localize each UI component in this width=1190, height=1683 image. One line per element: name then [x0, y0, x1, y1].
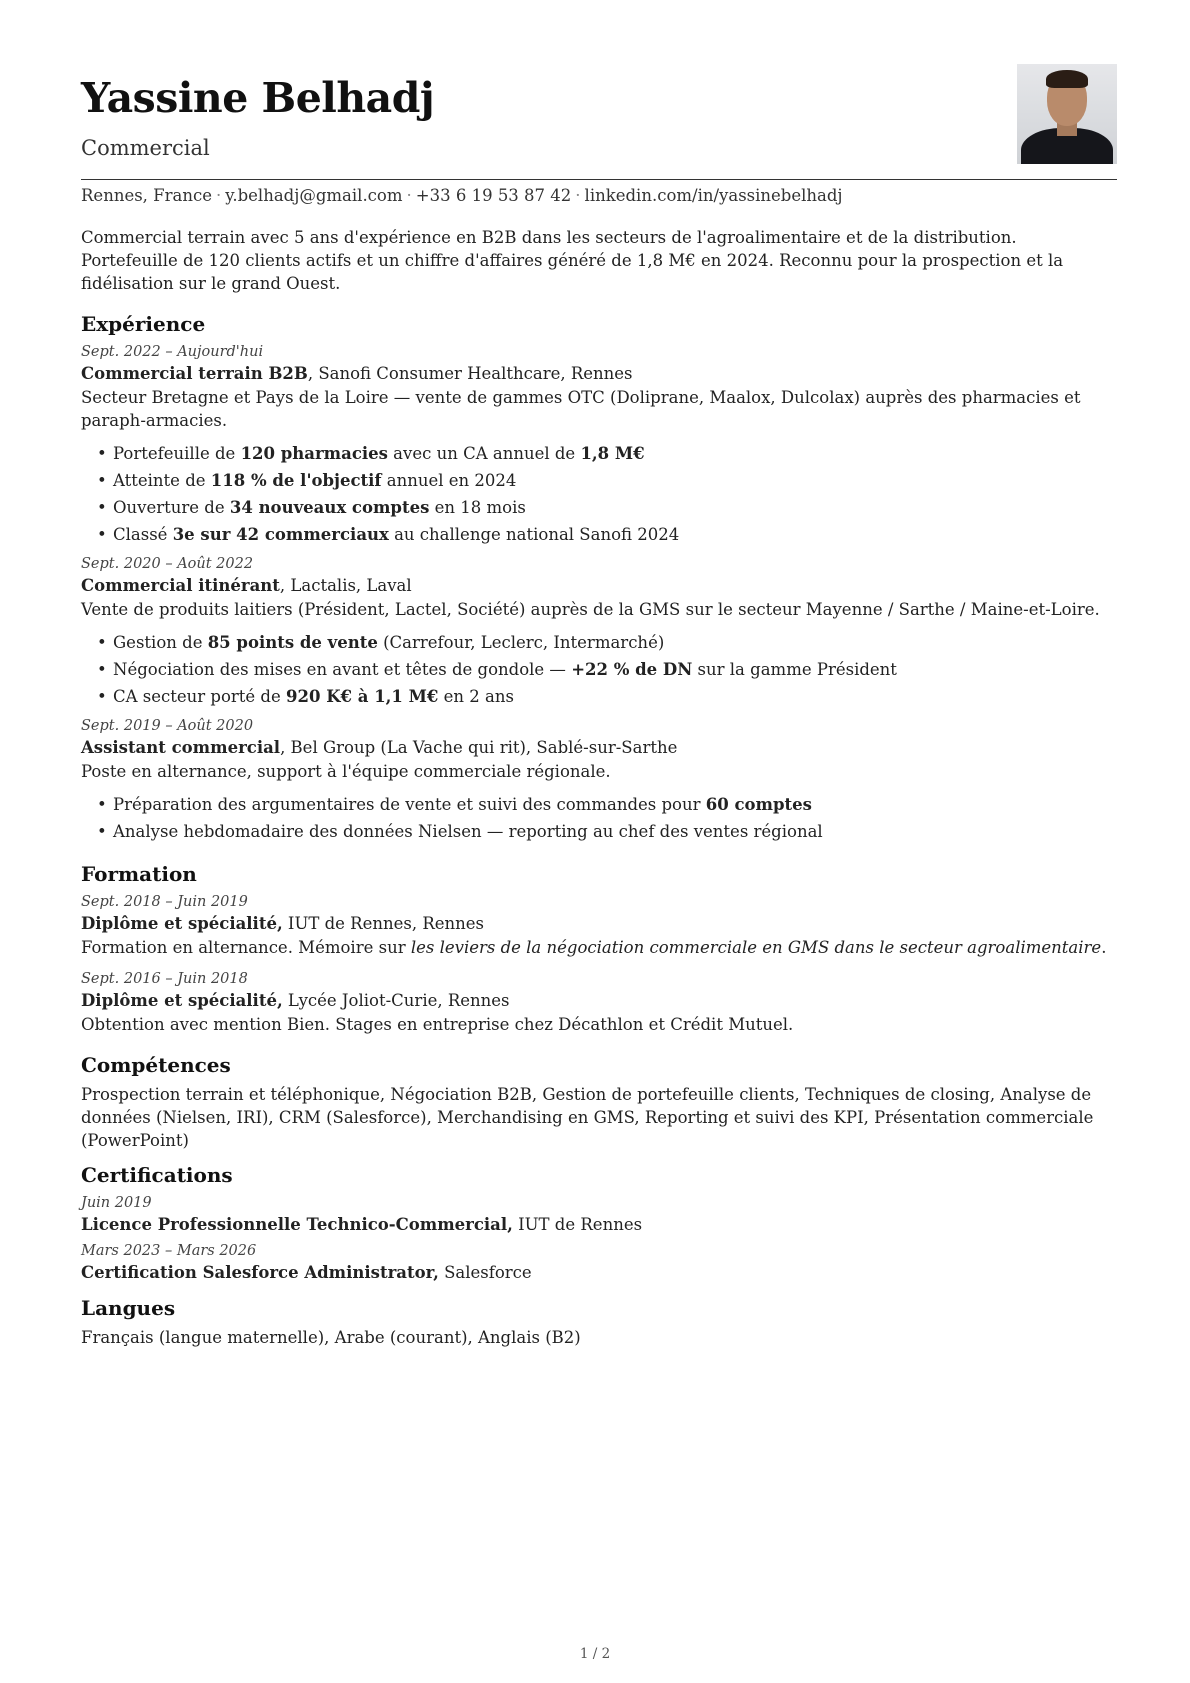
certification-item	[81, 1193, 1117, 1237]
section-heading-certifications: Certifications	[81, 1163, 233, 1187]
resume-header	[81, 0, 1117, 205]
bullet-item: • Atteinte de 118 % de l'objectif annuel en 2024	[113, 467, 1117, 494]
bullet-item: • CA secteur porté de 920 K€ à 1,1 M€ en 2 ans	[113, 683, 1117, 710]
experience-title: Commercial terrain B2B	[81, 364, 308, 383]
experience-company: , Sanofi Consumer Healthcare, Rennes	[307, 364, 633, 383]
certification-date: Mars 2023 – Mars 2026	[81, 1243, 257, 1259]
education-title: Diplôme et spécialité,	[81, 914, 283, 933]
experience-bullets	[81, 629, 1117, 710]
experience-company: , Lactalis, Laval	[279, 576, 412, 595]
experience-date: Sept. 2020 – Août 2022	[81, 556, 254, 572]
experience-company: , Bel Group (La Vache qui rit), Sablé-sur-Sarthe	[280, 738, 678, 757]
education-item	[81, 892, 1117, 959]
education-title: Diplôme et spécialité,	[81, 991, 283, 1010]
bullet-item: • Portefeuille de 120 pharmacies avec un CA annuel de 1,8 M€	[113, 440, 1117, 467]
contact-separator: ·	[215, 186, 222, 205]
education-date: Sept. 2016 – Juin 2018	[81, 971, 248, 987]
bullet-item: • Ouverture de 34 nouveaux comptes en 18 mois	[113, 494, 1117, 521]
header-divider	[81, 179, 1117, 180]
resume-page	[81, 0, 1117, 1347]
bullet-item: • Négociation des mises en avant et têtes de gondole — +22 % de DN sur la gamme Président	[113, 656, 1117, 683]
education-item	[81, 969, 1117, 1036]
experience-description: Poste en alternance, support à l'équipe commerciale régionale.	[81, 762, 611, 781]
section-heading-experience: Expérience	[81, 312, 206, 336]
skills-list: Prospection terrain et téléphonique, Négociation B2B, Gestion de portefeuille clients, Techniques de closing, Analyse de données (Nielsen, IRI), CRM (Salesforce), Merchandising en GMS, Reporting et suivi des KPI, Présentation commerciale (PowerPoint)	[81, 1085, 1094, 1150]
certification-issuer: IUT de Rennes	[512, 1215, 643, 1234]
certification-title: Licence Professionnelle Technico-Commercial,	[81, 1215, 513, 1234]
education-description: Formation en alternance. Mémoire sur les leviers de la négociation commerciale en GMS dans le secteur agroalimentaire.	[81, 938, 1107, 957]
experience-description: Vente de produits laitiers (Président, Lactel, Société) auprès de la GMS sur le secteur Mayenne / Sarthe / Maine-et-Loire.	[81, 600, 1100, 619]
contact-separator: ·	[575, 186, 581, 205]
experience-title: Assistant commercial	[81, 738, 281, 757]
education-date: Sept. 2018 – Juin 2019	[81, 894, 248, 910]
experience-bullets	[81, 791, 1117, 845]
contact-phone[interactable]: +33 6 19 53 87 42	[415, 186, 572, 205]
section-heading-education: Formation	[81, 862, 197, 886]
contact-separator: ·	[406, 186, 412, 205]
summary: Commercial terrain avec 5 ans d'expérience en B2B dans les secteurs de l'agroalimentaire et de la distribution. Portefeuille de 120 clients actifs et un chiffre d'affaires généré de 1,8 M€ en 2024. Reconnu pour la prospection et la fidélisation sur le grand Ouest.	[81, 228, 1064, 293]
certification-item	[81, 1241, 1117, 1285]
experience-date: Sept. 2019 – Août 2020	[81, 718, 254, 734]
contact-linkedin[interactable]: linkedin.com/in/yassinebelhadj	[584, 186, 843, 205]
contact-line	[81, 186, 843, 205]
certification-issuer: Salesforce	[438, 1263, 532, 1282]
experience-bullets	[81, 440, 1117, 548]
contact-email[interactable]: y.belhadj@gmail.com	[225, 186, 403, 205]
bullet-item: • Préparation des argumentaires de vente et suivi des commandes pour 60 comptes	[113, 791, 1117, 818]
certification-title: Certification Salesforce Administrator,	[81, 1263, 439, 1282]
experience-item	[81, 342, 1117, 548]
education-school: IUT de Rennes, Rennes	[282, 914, 485, 933]
experience-title: Commercial itinérant	[81, 576, 280, 595]
section-heading-skills: Compétences	[81, 1053, 231, 1077]
section-heading-languages: Langues	[81, 1296, 176, 1320]
page-number: 1 / 2	[579, 1646, 611, 1662]
bullet-item: • Classé 3e sur 42 commerciaux au challenge national Sanofi 2024	[113, 521, 1117, 548]
education-school: Lycée Joliot-Curie, Rennes	[282, 991, 510, 1010]
certification-date: Juin 2019	[81, 1195, 152, 1211]
experience-description: Secteur Bretagne et Pays de la Loire — vente de gammes OTC (Doliprane, Maalox, Dulcolax) auprès des pharmacies et paraph-armacies.	[81, 388, 1081, 430]
languages-list: Français (langue maternelle), Arabe (courant), Anglais (B2)	[81, 1328, 581, 1347]
experience-item	[81, 716, 1117, 845]
resume-body	[81, 226, 1117, 1349]
candidate-name: Yassine Belhadj	[81, 74, 435, 122]
contact-location: Rennes, France	[81, 186, 212, 205]
profile-photo	[1017, 64, 1117, 164]
experience-date: Sept. 2022 – Aujourd'hui	[81, 344, 264, 360]
experience-item	[81, 554, 1117, 710]
bullet-item: • Analyse hebdomadaire des données Nielsen — reporting au chef des ventes régional	[113, 818, 1117, 845]
candidate-role: Commercial	[81, 136, 210, 160]
education-description: Obtention avec mention Bien. Stages en entreprise chez Décathlon et Crédit Mutuel.	[81, 1015, 794, 1034]
bullet-item: • Gestion de 85 points de vente (Carrefour, Leclerc, Intermarché)	[113, 629, 1117, 656]
